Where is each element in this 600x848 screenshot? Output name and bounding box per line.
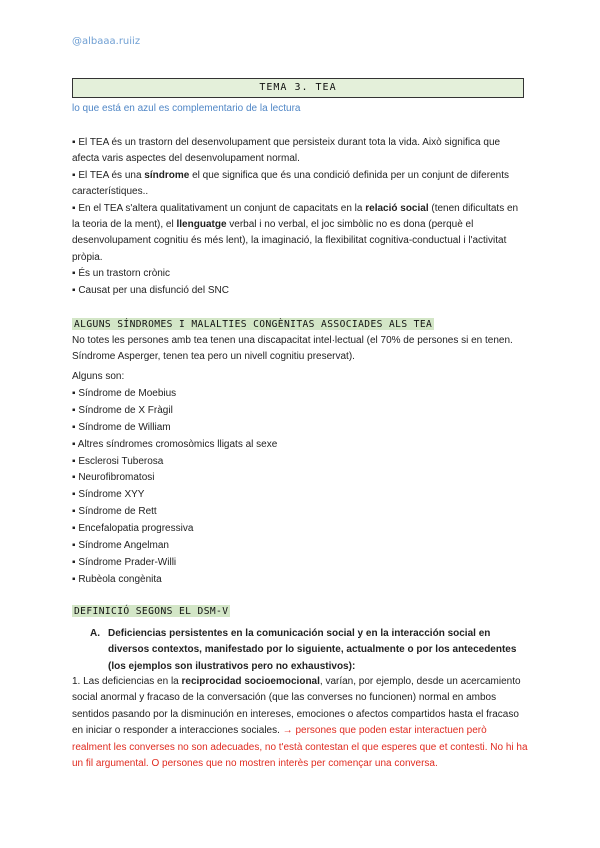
point-1-bold: reciprocidad socioemocional <box>181 676 320 687</box>
syndrome-label: Síndrome de William <box>78 421 171 433</box>
intro-list <box>72 135 528 299</box>
section-heading-syndromes: ALGUNS SÍNDROMES I MALALTIES CONGÈNITAS ASSOCIADES ALS TEA <box>74 319 433 330</box>
syndrome-label: Síndrome de Rett <box>78 506 157 518</box>
bullet-marker: ▪ <box>72 169 76 181</box>
intro-bold-run: llenguatge <box>176 219 227 231</box>
intro-text-run: (tenen dificultats en la teoria de la ment), el <box>72 202 519 231</box>
syndrome-list-item <box>72 420 528 437</box>
intro-text-run: el que significa que és una condició definida per un conjunt de diferents característiques.. <box>72 169 509 198</box>
syndrome-label: Síndrome Angelman <box>78 540 169 552</box>
syndrome-label: Altres síndromes cromosòmics lligats al sexe <box>77 438 278 450</box>
bullet-marker: ▪ <box>72 506 76 518</box>
syndrome-label: Encefalopatia progressiva <box>78 523 194 535</box>
bullet-marker: ▪ <box>72 438 76 450</box>
bullet-marker: ▪ <box>72 472 76 484</box>
point-1 <box>72 674 528 772</box>
bullet-marker: ▪ <box>72 540 76 552</box>
syndrome-list-item <box>72 538 528 555</box>
syndrome-list-item <box>72 470 528 487</box>
point-1-red-note: → persones que poden estar interactuen però realment les converses no son adecuades, no t'està contestan el que esperes que et contesti. No hi ha un fil argumental. O persones que no mostren interès per començar una conversa. <box>72 725 528 770</box>
syndrome-list-item <box>72 403 528 420</box>
bullet-marker: ▪ <box>72 573 76 585</box>
bullet-marker: ▪ <box>72 523 76 535</box>
syndrome-list-item <box>72 521 528 538</box>
intro-bold-run: relació social <box>365 202 429 214</box>
criterion-a-text: Deficiencias persistentes en la comunicación social y en la interacción social en diversos contextos, manifestado por lo siguiente, actualmente o por los antecedentes (los ejemplos son ilustrativos pero no exhaustivos): <box>108 628 517 672</box>
author-handle: @albaaa.ruiiz <box>72 36 141 47</box>
point-1-number: 1. <box>72 676 81 687</box>
syndrome-label: Síndrome de Moebius <box>78 388 177 399</box>
syndrome-list-item <box>72 386 528 403</box>
bullet-marker: ▪ <box>72 421 76 433</box>
intro-text-run: El TEA és una <box>78 169 145 181</box>
syndrome-list-item <box>72 454 528 471</box>
syndromes-intro-text: No totes les persones amb tea tenen una discapacitat intel·lectual (el 70% de persones si en tenen. Síndrome Asperger, tenen tea pero un nivell cognitiu preservat). <box>72 335 513 363</box>
bullet-marker: ▪ <box>72 137 76 148</box>
intro-text-run: És un trastorn crònic <box>78 268 171 280</box>
criterion-a <box>90 626 526 675</box>
intro-bullet <box>72 135 528 168</box>
section-heading-dsm: DEFINICIÓ SEGONS EL DSM-V <box>74 606 229 617</box>
point-1-rest: , varían, por ejemplo, desde un acercamiento social anormal y fracaso de la conversación (que las converses no funcionen) normal en ambos sentidos pasando por la disminución en intereses, emociones o afectos compartidos hasta el fracaso en iniciar o responder a interacciones sociales. <box>72 676 521 737</box>
point-1-pre: Las deficiencias en la <box>80 676 182 687</box>
intro-bullet <box>72 168 528 201</box>
intro-text-run: Causat per una disfunció del SNC <box>78 284 229 296</box>
syndrome-label: Síndrome de X Fràgil <box>78 404 173 416</box>
bullet-marker: ▪ <box>72 202 76 214</box>
syndrome-list-item <box>72 437 528 454</box>
syndromes-paragraph <box>72 333 528 366</box>
syndrome-list-item <box>72 555 528 572</box>
intro-bullet <box>72 283 528 299</box>
syndrome-label: Síndrome Prader-Willi <box>78 556 177 568</box>
intro-text-run: En el TEA s'altera qualitativament un conjunt de capacitats en la <box>78 202 366 214</box>
bullet-marker: ▪ <box>72 388 76 399</box>
syndrome-label: Síndrome XYY <box>78 489 145 501</box>
bullet-marker: ▪ <box>72 284 76 296</box>
complementary-note: lo que está en azul es complementario de la lectura <box>72 103 301 114</box>
syndrome-list-item <box>72 504 528 521</box>
bullet-marker: ▪ <box>72 489 76 501</box>
intro-bullet <box>72 201 528 267</box>
bullet-marker: ▪ <box>72 404 76 416</box>
syndrome-list-item <box>72 487 528 504</box>
bullet-marker: ▪ <box>72 556 76 568</box>
bullet-marker: ▪ <box>72 455 76 467</box>
intro-bold-run: síndrome <box>144 169 190 181</box>
criterion-a-marker: A. <box>90 628 100 639</box>
bullet-marker: ▪ <box>72 268 76 280</box>
intro-text-run: El TEA és un trastorn del desenvolupament que persisteix durant tota la vida. Això significa que afecta varis aspectes del desenvolupament normal. <box>72 137 501 165</box>
syndromes-list-intro: Alguns son: <box>72 371 125 382</box>
intro-text-run: verbal i no verbal, el joc simbòlic no es dona (perquè el desenvolupament cognitiu és més lent), la imaginació, la flexibilitat cognitiva-conductual i l'activitat pròpia. <box>72 219 507 263</box>
page-title: TEMA 3. TEA <box>72 78 524 98</box>
intro-bullet <box>72 266 528 282</box>
syndrome-list-item <box>72 572 528 589</box>
syndrome-label: Neurofibromatosi <box>78 472 155 484</box>
syndrome-label: Esclerosi Tuberosa <box>78 455 164 467</box>
syndrome-label: Rubèola congènita <box>78 573 162 585</box>
syndromes-list <box>72 386 528 589</box>
